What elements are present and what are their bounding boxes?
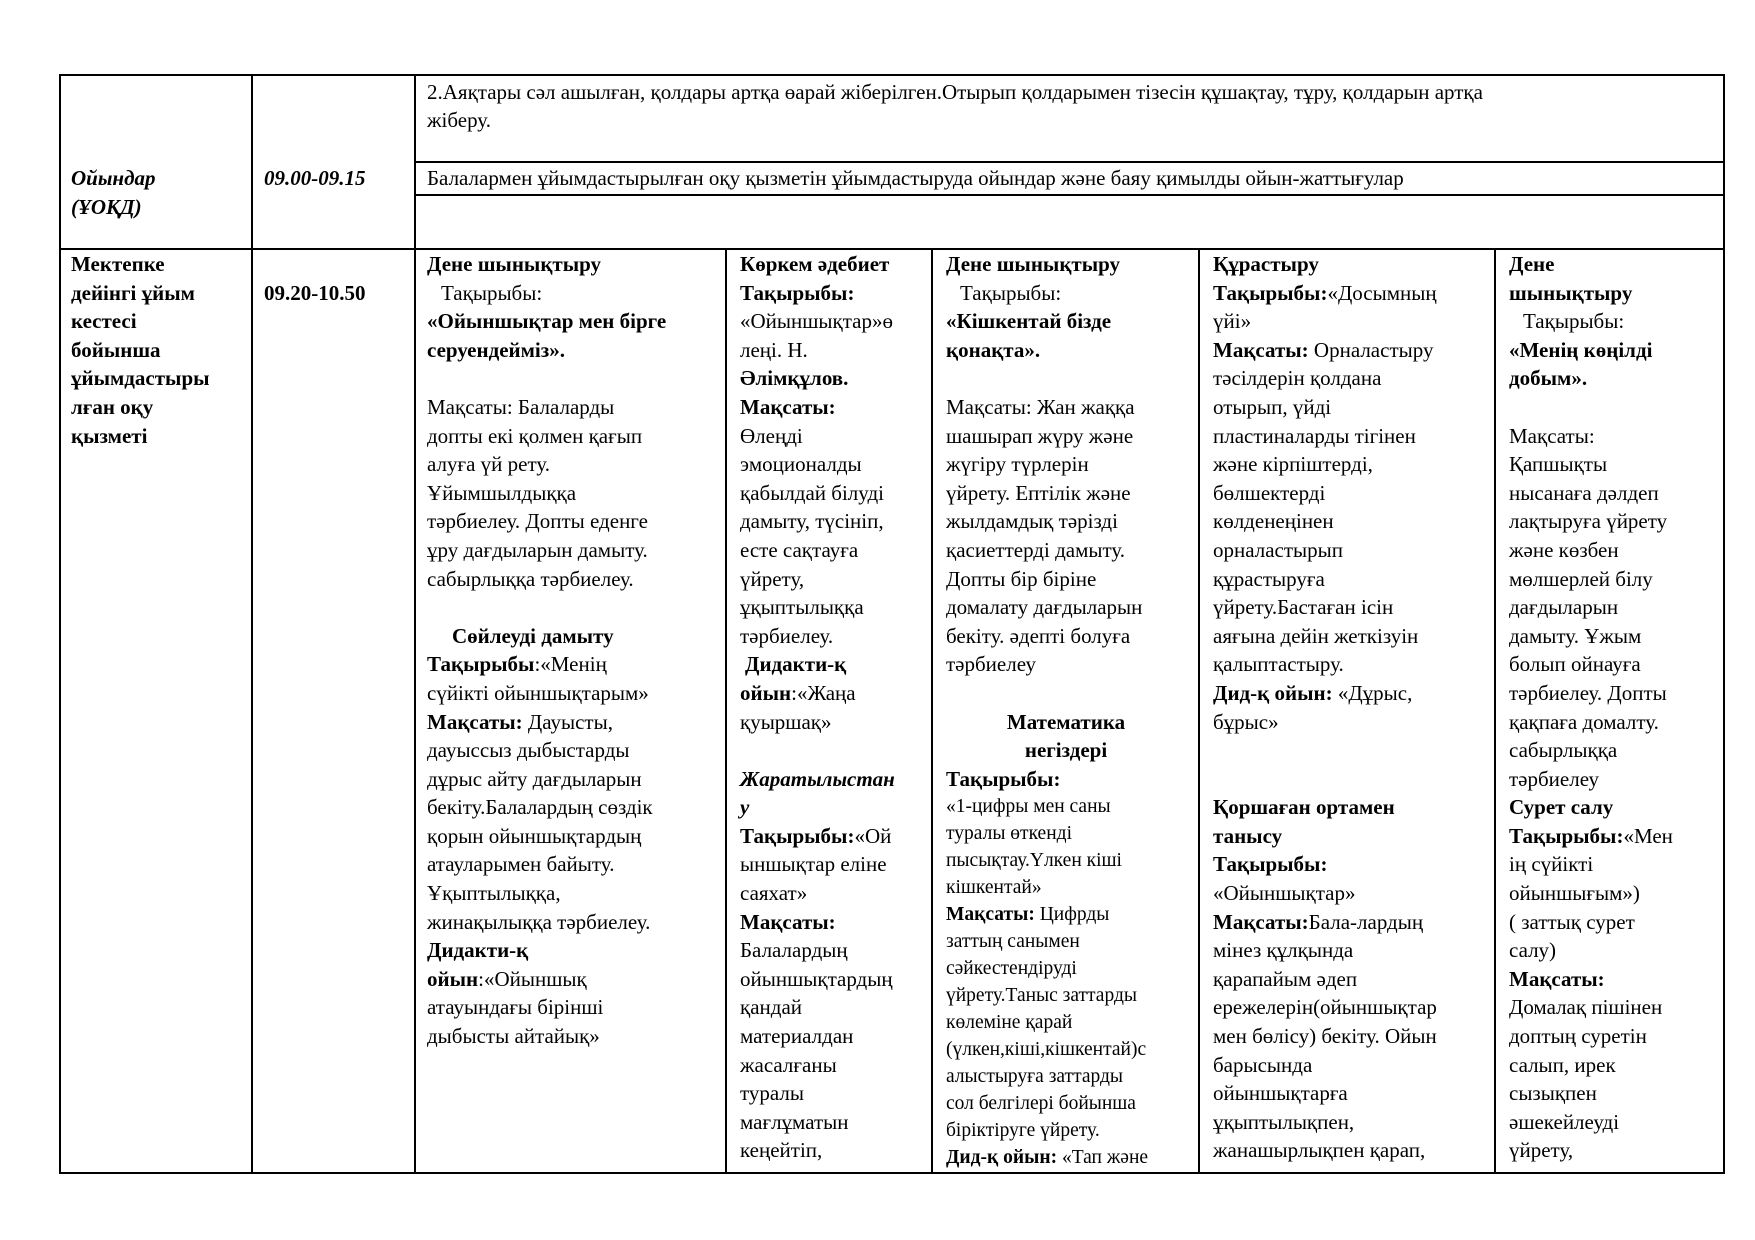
goal-line: Мақсаты: Жан жаққа: [946, 394, 1135, 419]
row3-time: 09.20-10.50: [264, 281, 366, 305]
game-value: «Дұрыс,: [1332, 680, 1413, 705]
topic-line: үйі»: [1213, 309, 1252, 334]
goal-line: тәрбиелеу. Допты: [1509, 680, 1667, 705]
goal-label: Мақсаты:: [1213, 909, 1309, 934]
goal-line: жинақылыққа тәрбиелеу.: [427, 909, 651, 934]
game-label: ойын: [427, 966, 479, 991]
goal-line: есте сақтауға: [740, 537, 859, 562]
subject-title: Сурет салу: [1509, 795, 1614, 820]
goal-label: Мақсаты:: [740, 394, 836, 419]
game-label: ойын: [740, 680, 792, 705]
game-value: :«Ойыншық: [478, 966, 587, 991]
goal-line: жүгіру түрлерін: [946, 452, 1089, 477]
goal-line: мағлұматын: [740, 1109, 849, 1134]
goal-line: үйрету,: [740, 566, 805, 591]
goal-line: қандай: [740, 995, 803, 1020]
topic-line: кішкентай»: [946, 877, 1042, 899]
goal-line: аяғына дейін жеткізуін: [1213, 623, 1419, 648]
topic-line: пысықтау.Үлкен кіші: [946, 850, 1122, 872]
goal-line: және кірпіштерді,: [1213, 452, 1373, 477]
goal-label: Мақсаты:: [1213, 337, 1309, 362]
topic-value: «Мен: [1623, 823, 1673, 848]
goal-line: Қапшықты: [1509, 452, 1608, 477]
goal-line: (үлкен,кіші,кішкентай)с: [946, 1039, 1147, 1061]
game-label: Дидакти-қ: [427, 938, 529, 963]
goal-line: тәсілдерін қолдана: [1213, 366, 1382, 391]
row3-label-line: қызметі: [71, 423, 148, 448]
goal-line: Мақсаты:: [1509, 423, 1595, 448]
goal-line: үйрету.Таныс заттарды: [946, 985, 1137, 1007]
day4-day5-divider: [1494, 248, 1496, 1173]
topic-line: ( заттық сурет: [1509, 909, 1635, 934]
goal-line: кеңейтіп,: [740, 1138, 823, 1163]
topic-label: Тақырыбы:: [441, 280, 543, 305]
goal-line: барысында: [1213, 1052, 1313, 1077]
subject-title: Сөйлеуді дамыту: [452, 623, 614, 648]
goal-line: қақпаға домалту.: [1509, 709, 1659, 734]
goal-line: ойыншықтардың: [740, 966, 893, 991]
goal-line: біріктіруге үйрету.: [946, 1120, 1100, 1142]
row3-label-line: дейінгі ұйым: [71, 280, 195, 305]
goal-line: тәрбиелеу.: [740, 623, 834, 648]
goal-line: алыстыруға заттарды: [946, 1066, 1124, 1088]
goal-label: Мақсаты:: [740, 909, 836, 934]
day5-cell: [1509, 250, 1673, 1165]
goal-line: пластиналарды тігінен: [1213, 423, 1416, 448]
day3-day4-divider: [1198, 248, 1200, 1173]
goal-line: қасиеттерді дамыту.: [946, 537, 1126, 562]
subject-title: у: [740, 795, 750, 820]
goal-line: Домалақ пішінен: [1509, 995, 1663, 1020]
goal-line: Ұқыптылыққа,: [427, 881, 561, 906]
table-border-top: [59, 74, 1725, 76]
row2-text: Балалармен ұйымдастырылған оқу қызметін ұйымдастыруда ойындар және баяу қимылды ойын-жаттығулар: [427, 166, 1404, 190]
game-line: дыбысты айтайық»: [427, 1024, 600, 1049]
goal-value: Цифрды: [1034, 904, 1110, 926]
topic-label: Тақырыбы: [427, 652, 535, 677]
topic-label: Тақырыбы:: [1509, 823, 1624, 848]
goal-line: домалату дағдыларын: [946, 595, 1143, 620]
topic-line: леңі. Н.: [740, 337, 808, 362]
topic-line: ыншықтар еліне: [740, 852, 887, 877]
subject-title: Көркем әдебиет: [740, 252, 890, 276]
goal-line: құрастыруға: [1213, 566, 1325, 591]
goal-line: әшекейлеуді: [1509, 1109, 1620, 1134]
subject-title: Дене шынықтыру: [946, 252, 1121, 276]
game-line: атауындағы бірінші: [427, 995, 604, 1020]
goal-line: жасалғаны: [740, 1052, 837, 1077]
row3-label: [71, 250, 210, 450]
topic-label: Тақырыбы:: [1213, 852, 1328, 877]
topic-line: сүйікті ойыншықтарым»: [427, 680, 649, 705]
goal-line: нысанаға дәлдеп: [1509, 480, 1659, 505]
goal-line: сол белгілері бойынша: [946, 1093, 1136, 1115]
goal-value: Бала-лардың: [1308, 909, 1424, 934]
goal-line: орналастырып: [1213, 537, 1343, 562]
goal-line: Ұйымшылдыққа: [427, 480, 577, 505]
day4-cell: [1213, 250, 1437, 1165]
topic-line: «Кішкентай бізде: [946, 309, 1112, 334]
topic-label: Тақырыбы:: [740, 823, 855, 848]
subject-title: негіздері: [1024, 738, 1108, 763]
topic-value: :«Менің: [534, 652, 607, 677]
goal-line: көлденеңінен: [1213, 509, 1334, 534]
day3-cell: [946, 250, 1186, 1171]
goal-line: материалдан: [740, 1024, 854, 1049]
goal-value: Дауысты,: [522, 709, 613, 734]
goal-line: үйрету.Бастаған ісін: [1213, 595, 1394, 620]
goal-line: ұру дағдыларын дамыту.: [427, 537, 648, 562]
goal-line: ұқыптылыққа: [740, 595, 864, 620]
table-border-left: [59, 74, 61, 1173]
goal-line: заттың санымен: [946, 931, 1080, 953]
goal-line: сызықпен: [1509, 1081, 1597, 1106]
goal-line: дауыссыз дыбыстарды: [427, 738, 630, 763]
topic-line: «Ойыншықтар мен бірге: [427, 309, 667, 334]
game-label: Дидакти-қ: [745, 652, 847, 677]
goal-line: қабылдай білуді: [740, 480, 884, 505]
row2-label-line: (ҰОҚД): [71, 195, 142, 219]
goal-line: сабырлыққа: [1509, 738, 1618, 763]
goal-line: үйрету. Ептілік және: [946, 480, 1131, 505]
goal-line: атауларымен байыту.: [427, 852, 615, 877]
subject-title: шынықтыру: [1509, 280, 1633, 305]
subject-title: танысу: [1213, 823, 1283, 848]
goal-line: жылдамдық тәрізді: [946, 509, 1118, 534]
goal-line: қорын ойыншықтардың: [427, 823, 642, 848]
goal-line: тәрбиелеу: [946, 652, 1037, 677]
goal-line: ережелерін(ойыншықтар: [1213, 995, 1437, 1020]
topic-line: «Менің көңілді: [1509, 337, 1653, 362]
topic-label: Тақырыбы:: [960, 280, 1062, 305]
row3-label-line: Мектепке: [71, 252, 165, 276]
goal-line: отырып, үйді: [1213, 394, 1332, 419]
goal-line: болып ойнауға: [1509, 652, 1641, 677]
topic-line: туралы өткенді: [946, 823, 1072, 845]
goal-line: қарапайым әдеп: [1213, 966, 1358, 991]
row1-bottom-border: [414, 161, 1725, 163]
goal-line: доптың суретін: [1509, 1024, 1647, 1049]
goal-line: лақтыруға үйрету: [1509, 509, 1668, 534]
author-name: Әлімқұлов.: [740, 366, 849, 391]
label-time-divider: [251, 74, 253, 1173]
row1-text-line: жіберу.: [427, 108, 491, 132]
row2-label-line: Ойындар: [71, 166, 156, 190]
game-label: Дид-қ ойын:: [946, 1147, 1058, 1169]
topic-value: «Досымның: [1327, 280, 1437, 305]
goal-line: ойыншықтарға: [1213, 1081, 1348, 1106]
row2-time: 09.00-09.15: [264, 166, 366, 190]
goal-line: қалыптастыру.: [1213, 652, 1344, 677]
topic-line: серуендейміз».: [427, 337, 565, 362]
game-value: :«Жаңа: [791, 680, 856, 705]
goal-line: дұрыс айту дағдыларын: [427, 766, 642, 791]
day1-day2-divider: [725, 248, 727, 1173]
goal-line: шашырап жүру және: [946, 423, 1134, 448]
goal-line: бекіту.Балалардың сөздік: [427, 795, 653, 820]
topic-label: Тақырыбы:: [1523, 309, 1625, 334]
topic-line: «1-цифры мен саны: [946, 796, 1111, 818]
goal-line: бөлшектерді: [1213, 480, 1326, 505]
topic-label: Тақырыбы:: [1213, 280, 1328, 305]
goal-line: Допты бір біріне: [946, 566, 1097, 591]
goal-line: алуға үй рету.: [427, 452, 551, 477]
game-line: қуыршақ»: [740, 709, 832, 734]
goal-line: бекіту. әдепті болуға: [946, 623, 1131, 648]
goal-line: тәрбиелеу. Допты еденге: [427, 509, 648, 534]
goal-value: Орналастыру: [1308, 337, 1434, 362]
goal-line: Мақсаты: Балаларды: [427, 394, 615, 419]
goal-line: мөлшерлей білу: [1509, 566, 1653, 591]
goal-line: салып, ирек: [1509, 1052, 1616, 1077]
game-label: Дид-қ ойын:: [1213, 680, 1333, 705]
goal-line: Балалардың: [740, 938, 848, 963]
goal-label: Мақсаты:: [1509, 966, 1605, 991]
topic-value: «Ой: [854, 823, 892, 848]
subject-title: Қоршаған ортамен: [1213, 795, 1395, 820]
goal-line: мінез құлқында: [1213, 938, 1354, 963]
topic-label: Тақырыбы:: [946, 766, 1061, 791]
topic-line: қонақта».: [946, 337, 1041, 362]
subject-title: Математика: [1006, 709, 1126, 734]
goal-line: Өлеңді: [740, 423, 803, 448]
goal-line: дағдыларын: [1509, 595, 1619, 620]
goal-line: жанашырлықпен қарап,: [1213, 1138, 1426, 1163]
goal-label: Мақсаты:: [427, 709, 523, 734]
table-border-bottom: [59, 1172, 1725, 1174]
time-content-divider: [414, 74, 416, 1173]
goal-line: көлеміне қарай: [946, 1012, 1073, 1034]
goal-line: туралы: [740, 1081, 804, 1106]
subject-title: Жаратылыстан: [740, 766, 895, 791]
topic-line: «Ойыншықтар»ө: [740, 309, 893, 334]
topic-line: «Ойыншықтар»: [1213, 881, 1356, 906]
goal-line: дамыту. Ұжым: [1509, 623, 1642, 648]
day2-day3-divider: [931, 248, 933, 1173]
row3-label-line: кестесі: [71, 309, 137, 334]
topic-line: саяхат»: [740, 881, 808, 906]
topic-line: ің сүйікті: [1509, 852, 1594, 877]
goal-line: мен бөлісу) бекіту. Ойын: [1213, 1024, 1437, 1049]
subject-title: Дене шынықтыру: [427, 252, 602, 276]
table-border-right: [1723, 74, 1725, 1173]
day1-cell: [427, 250, 666, 1051]
goal-line: сәйкестендіруді: [946, 958, 1077, 980]
day2-cell: [740, 250, 895, 1165]
row3-label-line: бойынша: [71, 337, 161, 362]
goal-line: допты екі қолмен қағып: [427, 423, 643, 448]
subject-title: Дене: [1509, 252, 1555, 276]
goal-line: сабырлыққа тәрбиелеу.: [427, 566, 634, 591]
topic-line: салу): [1509, 938, 1557, 963]
row2-inner-border: [414, 194, 1725, 196]
row3-label-line: лған оқу: [71, 394, 154, 419]
row1-text-line: 2.Аяқтары сәл ашылған, қолдары артқа өарай жіберілген.Отырып қолдарымен тізесін құшақтау, тұру, қолдарын артқа: [427, 80, 1483, 104]
topic-line: ойыншығым»): [1509, 881, 1640, 906]
topic-label: Тақырыбы:: [740, 280, 855, 305]
row3-label-line: ұйымдастыры: [71, 366, 210, 391]
game-line: бұрыс»: [1213, 709, 1279, 734]
topic-line: добым».: [1509, 366, 1588, 391]
goal-line: эмоционалды: [740, 452, 862, 477]
goal-line: үйрету,: [1509, 1138, 1574, 1163]
subject-title: Құрастыру: [1213, 252, 1319, 276]
goal-line: ұқыптылықпен,: [1213, 1109, 1355, 1134]
game-value: «Тап және: [1057, 1147, 1149, 1169]
goal-line: және көзбен: [1509, 537, 1619, 562]
goal-label: Мақсаты:: [946, 904, 1035, 926]
goal-line: тәрбиелеу: [1509, 766, 1600, 791]
goal-line: дамыту, түсініп,: [740, 509, 884, 534]
